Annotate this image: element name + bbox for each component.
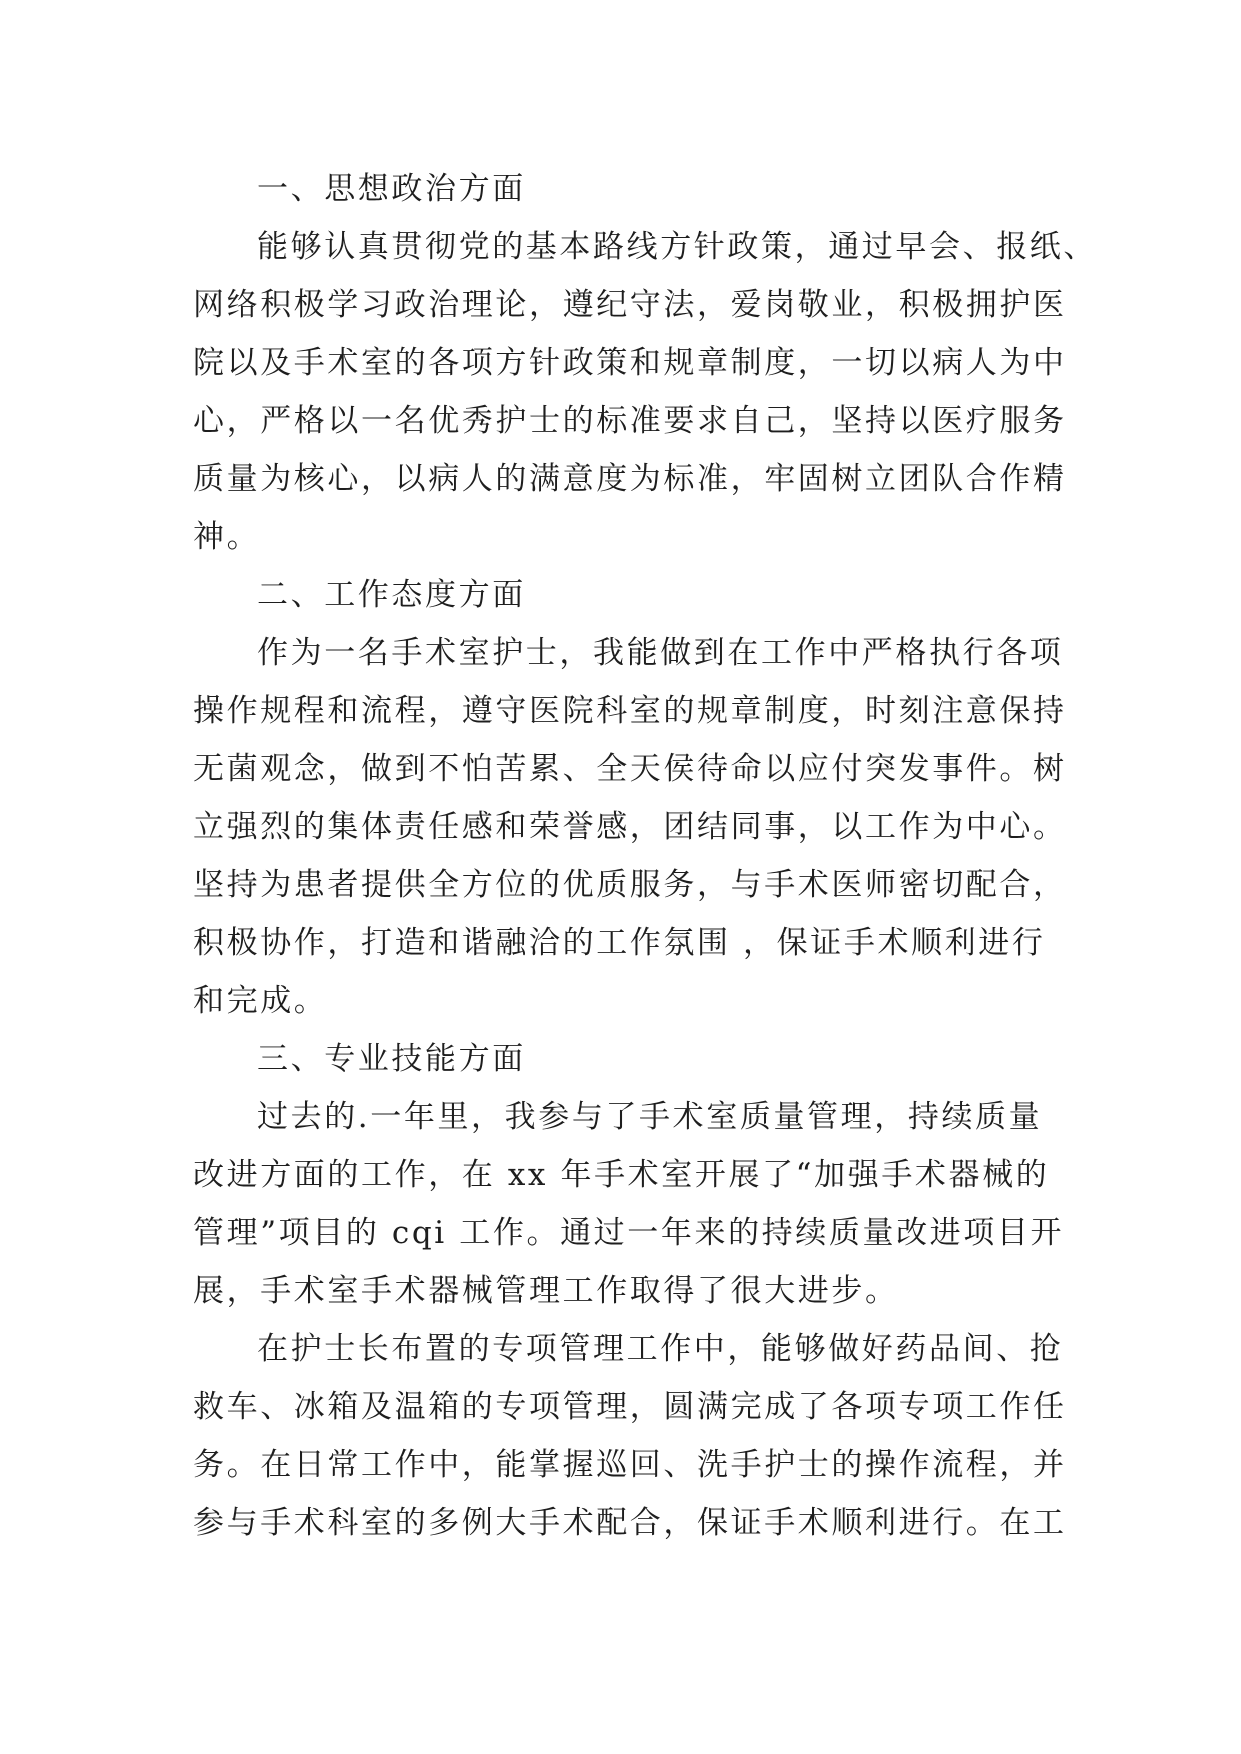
document-body bbox=[193, 160, 1097, 1552]
section-political-thought bbox=[193, 160, 1097, 566]
text-line: 在护士长布置的专项管理工作中，能够做好药品间、抢 bbox=[257, 1331, 1064, 1367]
text-line: 过去的.一年里，我参与了手术室质量管理，持续质量 bbox=[257, 1099, 1043, 1135]
paragraph bbox=[193, 624, 1067, 1030]
section-work-attitude bbox=[193, 566, 1067, 1030]
paragraph bbox=[193, 218, 1097, 566]
text-line: 网络积极学习政治理论，遵纪守法，爱岗敬业，积极拥护医 bbox=[193, 287, 1067, 323]
text-line: 积极协作，打造和谐融洽的工作氛围 ，保证手术顺利进行 bbox=[193, 925, 1046, 961]
text-line: 参与手术科室的多例大手术配合，保证手术顺利进行。在工 bbox=[193, 1505, 1067, 1541]
text-line: 展，手术室手术器械管理工作取得了很大进步。 bbox=[193, 1273, 899, 1309]
text-line: 务。在日常工作中，能掌握巡回、洗手护士的操作流程，并 bbox=[193, 1447, 1067, 1483]
text-line: 心，严格以一名优秀护士的标准要求自己，坚持以医疗服务 bbox=[193, 403, 1067, 439]
text-line: 管理”项目的 cqi 工作。通过一年来的持续质量改进项目开 bbox=[193, 1215, 1065, 1251]
text-line: 作为一名手术室护士，我能做到在工作中严格执行各项 bbox=[257, 635, 1064, 671]
section-heading: 三、专业技能方面 bbox=[257, 1041, 526, 1077]
section-heading: 二、工作态度方面 bbox=[257, 577, 526, 613]
text-line: 坚持为患者提供全方位的优质服务，与手术医师密切配合， bbox=[193, 867, 1067, 903]
paragraph bbox=[193, 1088, 1065, 1320]
section-heading: 一、思想政治方面 bbox=[257, 171, 526, 207]
text-line: 无菌观念，做到不怕苦累、全天侯待命以应付突发事件。树 bbox=[193, 751, 1067, 787]
text-line: 操作规程和流程，遵守医院科室的规章制度，时刻注意保持 bbox=[193, 693, 1067, 729]
section-professional-skills bbox=[193, 1030, 1067, 1552]
text-line: 和完成。 bbox=[193, 983, 328, 1019]
text-line: 神。 bbox=[193, 519, 261, 555]
text-line: 能够认真贯彻党的基本路线方针政策，通过早会、报纸、 bbox=[257, 229, 1097, 265]
text-line: 院以及手术室的各项方针政策和规章制度，一切以病人为中 bbox=[193, 345, 1067, 381]
paragraph bbox=[193, 1320, 1067, 1552]
text-line: 改进方面的工作，在 xx 年手术室开展了“加强手术器械的 bbox=[193, 1157, 1050, 1193]
text-line: 救车、冰箱及温箱的专项管理，圆满完成了各项专项工作任 bbox=[193, 1389, 1067, 1425]
text-line: 立强烈的集体责任感和荣誉感，团结同事，以工作为中心。 bbox=[193, 809, 1067, 845]
text-line: 质量为核心，以病人的满意度为标准，牢固树立团队合作精 bbox=[193, 461, 1067, 497]
